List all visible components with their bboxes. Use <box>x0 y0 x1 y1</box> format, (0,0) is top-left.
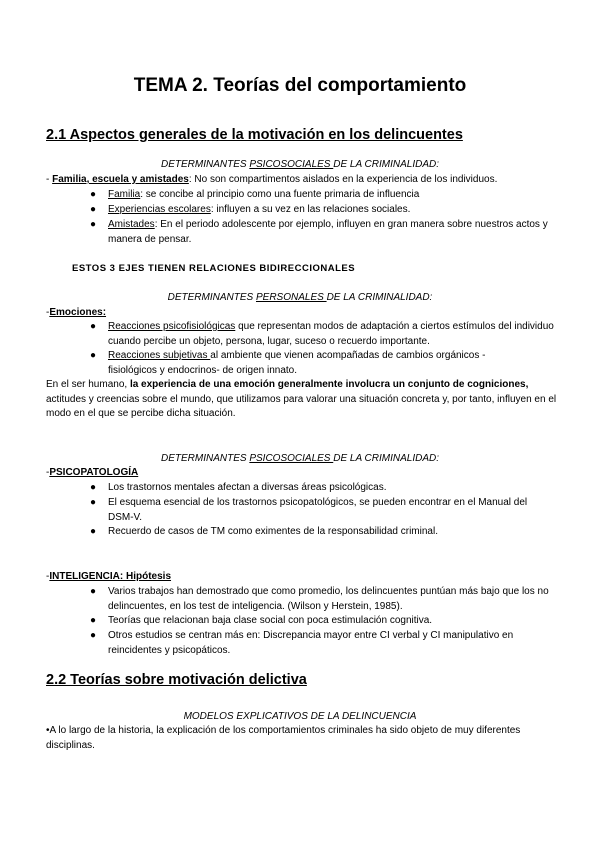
item-text: al ambiente que vienen acompañadas de cambios orgánicos -fisiológicos y endocrinos- de origen innato. <box>108 350 486 376</box>
caption-psicosociales-2 <box>0 452 600 465</box>
item-term: Experiencias escolares <box>108 204 211 215</box>
list-item <box>108 188 558 203</box>
dash: - <box>46 571 50 582</box>
intro-line <box>46 173 497 186</box>
section-heading-2-2: 2.2 Teorías sobre motivación delictiva <box>46 672 307 688</box>
list-item: Varios trabajos han demostrado que como promedio, los delincuentes puntúan más bajo que los no delincuentes, en los test de inteligencia. (Wilson y Herstein, 1985). <box>108 586 549 612</box>
label-emociones <box>46 306 106 319</box>
bullet-icon: ● <box>90 204 97 215</box>
para-text: En el ser humano, <box>46 379 130 390</box>
para-bold: la experiencia de una emoción generalmente involucra un conjunto de cogniciones, <box>129 379 529 390</box>
bullet-icon: ● <box>90 482 97 493</box>
bullet-icon: ● <box>90 586 97 597</box>
caption-underlined: PSICOSOCIALES <box>249 453 334 464</box>
item-text: : En el periodo adolescente por ejemplo, influyen en gran manera sobre nuestros actos y manera de pensar. <box>108 219 548 245</box>
list-item: Otros estudios se centran más en: Discrepancia mayor entre CI verbal y CI manipulativo en reincidentes y psicopáticos. <box>108 630 514 656</box>
list-item <box>108 218 558 247</box>
caption-psicosociales-1 <box>0 158 600 171</box>
bullet-icon: ● <box>90 189 97 200</box>
caption-text: DE LA CRIMINALIDAD: <box>333 159 440 170</box>
label-text: Emociones: <box>49 307 107 318</box>
section-heading-2-1: 2.1 Aspectos generales de la motivación en los delincuentes <box>46 127 463 143</box>
item-text: : se concibe al principio como una fuente primaria de influencia <box>140 189 420 200</box>
caps-note: ESTOS 3 EJES TIENEN RELACIONES BIDIRECCIONALES <box>72 263 356 274</box>
caption-text: DETERMINANTES <box>160 159 250 170</box>
list-item: El esquema esencial de los trastornos psicopatológicos, se pueden encontrar en el Manual del DSM-V. <box>108 497 528 523</box>
caption-text: DE LA CRIMINALIDAD: <box>333 453 440 464</box>
item-text: : influyen a su vez en las relaciones sociales. <box>210 204 411 215</box>
bullet-icon: ● <box>90 630 97 641</box>
intro-bold: Familia, escuela y amistades <box>52 174 189 185</box>
caption-text: DE LA CRIMINALIDAD: <box>326 292 433 303</box>
bullet-icon: ● <box>90 321 97 332</box>
list-item: Teorías que relacionan baja clase social con poca estimulación cognitiva. <box>108 615 433 626</box>
intro-text: : No son compartimentos aislados en la experiencia de los individuos. <box>188 174 498 185</box>
para-text: actitudes y creencias sobre el mundo, que utilizamos para valorar una situación concreta y, por tanto, influyen en el modo en el que se percibe dicha situación. <box>46 393 557 419</box>
dash: - <box>46 174 53 185</box>
item-term: Reacciones subjetivas <box>108 350 211 361</box>
bullet-icon: ● <box>90 350 97 361</box>
label-text: PSICOPATOLOGÍA <box>49 467 139 478</box>
caption-text: DETERMINANTES <box>167 292 256 303</box>
caption-modelos: MODELOS EXPLICATIVOS DE LA DELINCUENCIA <box>183 711 417 722</box>
page-title: TEMA 2. Teorías del comportamiento <box>133 75 467 96</box>
caption-personales <box>0 291 600 304</box>
dash: - <box>46 467 50 478</box>
list-item: Los trastornos mentales afectan a diversas áreas psicológicas. <box>108 482 387 493</box>
item-term: Familia <box>108 189 141 200</box>
paragraph-modelos: •A lo largo de la historia, la explicación de los comportamientos criminales ha sido objeto de muy diferentes disciplinas. <box>46 725 521 751</box>
bullet-icon: ● <box>90 526 97 537</box>
list-item <box>108 203 558 218</box>
bullet-icon: ● <box>90 497 97 508</box>
caption-text: DETERMINANTES <box>160 453 250 464</box>
label-inteligencia <box>46 570 171 583</box>
item-text: que representan modos de adaptación a ciertos estímulos del individuo cuando percibe un objeto, persona, lugar, suceso o recuerdo importante. <box>108 321 554 347</box>
bullet-icon: ● <box>90 615 97 626</box>
caption-underlined: PERSONALES <box>255 292 327 303</box>
item-term: Amistades <box>108 219 155 230</box>
item-term: Reacciones psicofisiológicas <box>108 321 236 332</box>
bullet-icon: ● <box>90 219 97 230</box>
paragraph-emociones <box>46 378 558 422</box>
list-item <box>108 320 558 349</box>
list-item <box>108 349 528 378</box>
caption-underlined: PSICOSOCIALES <box>249 159 334 170</box>
dash: - <box>46 307 50 318</box>
list-item: Recuerdo de casos de TM como eximentes de la responsabilidad criminal. <box>108 526 438 537</box>
label-text: INTELIGENCIA: Hipótesis <box>49 571 172 582</box>
label-psicopatologia <box>46 466 138 479</box>
